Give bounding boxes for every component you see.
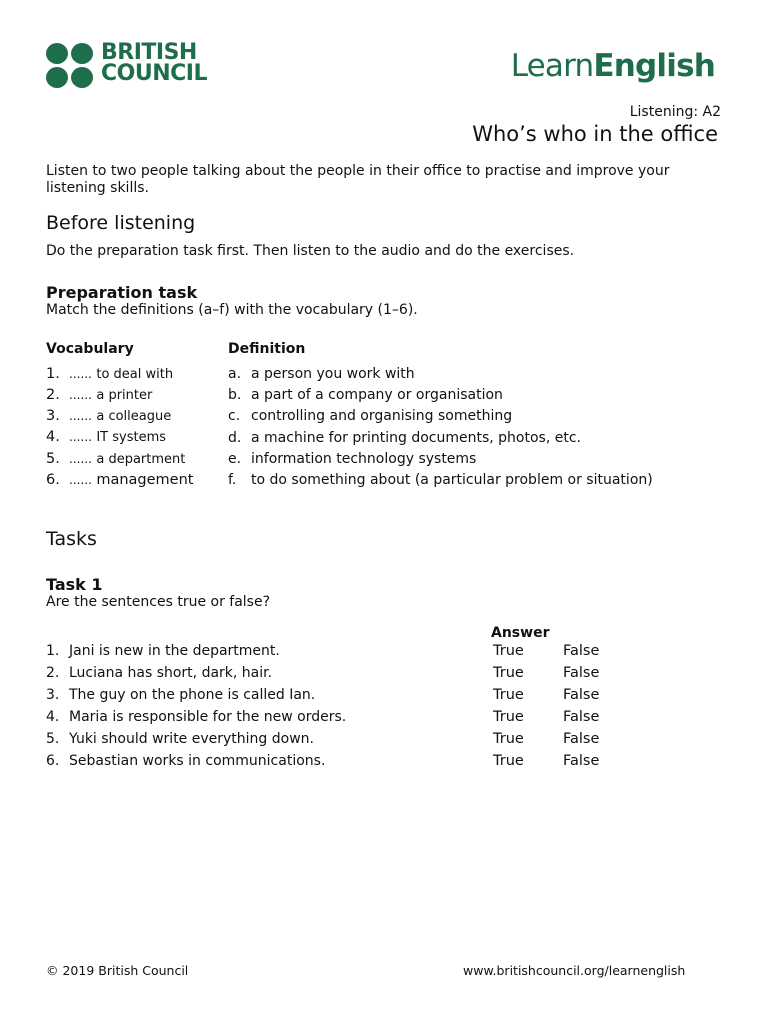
task-sentence: 6. Sebastian works in communications.: [46, 753, 326, 769]
true-option[interactable]: True: [493, 687, 524, 703]
answer-column-header: Answer: [491, 625, 550, 641]
false-option[interactable]: False: [563, 709, 600, 725]
vocabulary-item: 1. ...... to deal with: [46, 366, 174, 382]
vocabulary-item: 5. ...... a department: [46, 451, 186, 467]
task-sentence: 2. Luciana has short, dark, hair.: [46, 665, 273, 681]
true-option[interactable]: True: [493, 753, 524, 769]
true-option[interactable]: True: [493, 643, 524, 659]
preparation-task-heading: Preparation task: [46, 283, 198, 302]
british-council-dots-icon: [46, 43, 94, 89]
task-sentence: 5. Yuki should write everything down.: [46, 731, 314, 747]
tasks-heading: Tasks: [46, 528, 97, 550]
vocabulary-item: 3. ...... a colleague: [46, 408, 172, 424]
learnenglish-logo: LearnEnglish: [510, 48, 715, 84]
definition-item: e. information technology systems: [228, 451, 477, 467]
footer-copyright: © 2019 British Council: [46, 963, 189, 978]
vocabulary-item: 2. ...... a printer: [46, 387, 153, 403]
intro-text: Listen to two people talking about the people in their office to practise and improve your listening skills.: [46, 163, 670, 196]
definition-column-header: Definition: [228, 341, 306, 357]
false-option[interactable]: False: [563, 731, 600, 747]
false-option[interactable]: False: [563, 753, 600, 769]
task-sentence: 4. Maria is responsible for the new orders.: [46, 709, 347, 725]
task-sentence: 1. Jani is new in the department.: [46, 643, 280, 659]
before-listening-text: Do the preparation task first. Then listen to the audio and do the exercises.: [46, 243, 575, 259]
task1-instruction: Are the sentences true or false?: [46, 594, 271, 610]
definition-item: c. controlling and organising something: [228, 408, 513, 424]
false-option[interactable]: False: [563, 665, 600, 681]
false-option[interactable]: False: [563, 643, 600, 659]
vocabulary-item: 6. ...... management: [46, 472, 194, 488]
true-option[interactable]: True: [493, 731, 524, 747]
definition-item: f. to do something about (a particular problem or situation): [228, 472, 653, 488]
definition-item: a. a person you work with: [228, 366, 415, 382]
true-option[interactable]: True: [493, 665, 524, 681]
vocabulary-column-header: Vocabulary: [46, 341, 134, 357]
definition-item: d. a machine for printing documents, photos, etc.: [228, 430, 581, 446]
definition-item: b. a part of a company or organisation: [228, 387, 503, 403]
british-council-wordmark: BRITISH COUNCIL: [101, 40, 207, 86]
preparation-instruction: Match the definitions (a–f) with the vocabulary (1–6).: [46, 302, 418, 318]
footer-url[interactable]: www.britishcouncil.org/learnenglish: [463, 963, 686, 978]
page-title: Who’s who in the office: [472, 122, 718, 146]
true-option[interactable]: True: [493, 709, 524, 725]
level-label: Listening: A2: [629, 104, 721, 120]
task1-heading: Task 1: [46, 575, 103, 594]
false-option[interactable]: False: [563, 687, 600, 703]
vocabulary-item: 4. ...... IT systems: [46, 429, 167, 445]
before-listening-heading: Before listening: [46, 212, 196, 234]
task-sentence: 3. The guy on the phone is called Ian.: [46, 687, 316, 703]
